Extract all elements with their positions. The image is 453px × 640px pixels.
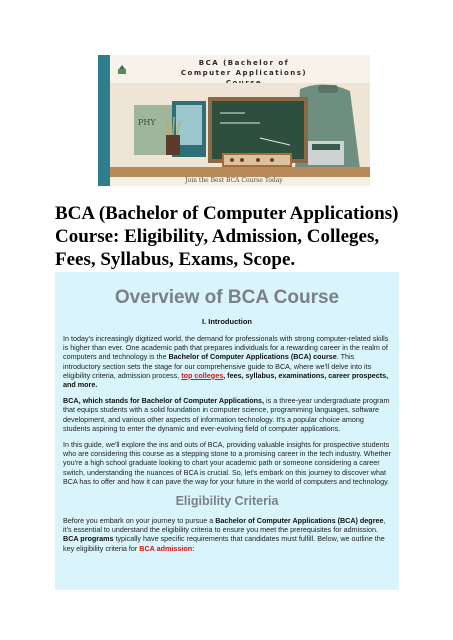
course-banner — [98, 55, 370, 186]
p2-bold-lead: BCA, which stands for Bachelor of Computer Applications, — [63, 396, 265, 406]
books-chalkboard-illustration — [110, 83, 370, 177]
elig-text-e: typically have specific requirements that candidates must fulfill. Below, we outline the key eligibility criteria for — [63, 534, 385, 553]
top-colleges-link[interactable]: top colleges — [181, 370, 224, 380]
elig-bold-programs: BCA programs — [63, 534, 114, 544]
banner-side-strip — [98, 55, 110, 186]
overview-panel — [55, 272, 399, 590]
introduction-heading: I. Introduction — [202, 317, 252, 326]
intro-paragraph-1 — [63, 334, 391, 389]
intro-paragraph-2 — [63, 396, 391, 433]
elig-text-a: Before you embark on your journey to pursue a — [63, 516, 216, 526]
bca-admission-highlight: BCA admission: — [139, 543, 195, 553]
institute-logo-icon — [116, 65, 128, 75]
overview-heading: Overview of BCA Course — [114, 287, 340, 308]
banner-caption: Join the Best BCA Course Today — [185, 177, 283, 184]
elig-bold-degree: Bachelor of Computer Applications (BCA) degree — [215, 516, 384, 526]
p1-text-a: In today's increasingly digitized world, the demand for professionals with strong computer-related skills is higher than ever. One academic path that prepares individuals for a rewarding career in the realm of computers and technology is the — [63, 334, 389, 362]
eligibility-paragraph — [63, 516, 391, 553]
elig-text-c: , it's essential to understand the eligibility criteria to ensure you meet the prerequisites for admission. — [63, 516, 386, 535]
page-title: BCA (Bachelor of Computer Applications) Course: Eligibility, Admission, Colleges, Fees, Syllabus, Exams, Scope. — [55, 203, 399, 270]
p1-text-c: . This introductory section sets the stage for our comprehensive guide to BCA, where we'll delve into its eligibility criteria, admission process, — [63, 352, 372, 380]
banner-title-line2: Computer Applications) — [180, 69, 308, 77]
p1-bold-course: Bachelor of Computer Applications (BCA) course — [168, 352, 337, 362]
banner-title-line1: BCA (Bachelor of — [198, 59, 290, 67]
p2-text: is a three-year undergraduate program that equips students with a solid foundation in computer science, programming languages, software development, and various other aspects of information technology. It's a popular choice among students aspiring to enter the dynamic and ever-evolving field of computer applications. — [63, 396, 390, 433]
p1-bold-tail: , fees, syllabus, examinations, career prospects, and more. — [63, 370, 389, 390]
svg-text:PHY: PHY — [138, 118, 156, 127]
intro-paragraph-3: In this guide, we'll explore the ins and outs of BCA, providing valuable insights for prospective students who are considering this course as a stepping stone to a promising career in the tech industry. Whether you're a high school graduate looking to chart your academic path or someone considering a career switch, understanding the nuances of BCA is crucial. So, let's embark on this journey to discover what BCA has to offer and how it can pave the way for your future in the world of computers and technology. — [63, 440, 391, 486]
eligibility-heading: Eligibility Criteria — [175, 494, 279, 509]
